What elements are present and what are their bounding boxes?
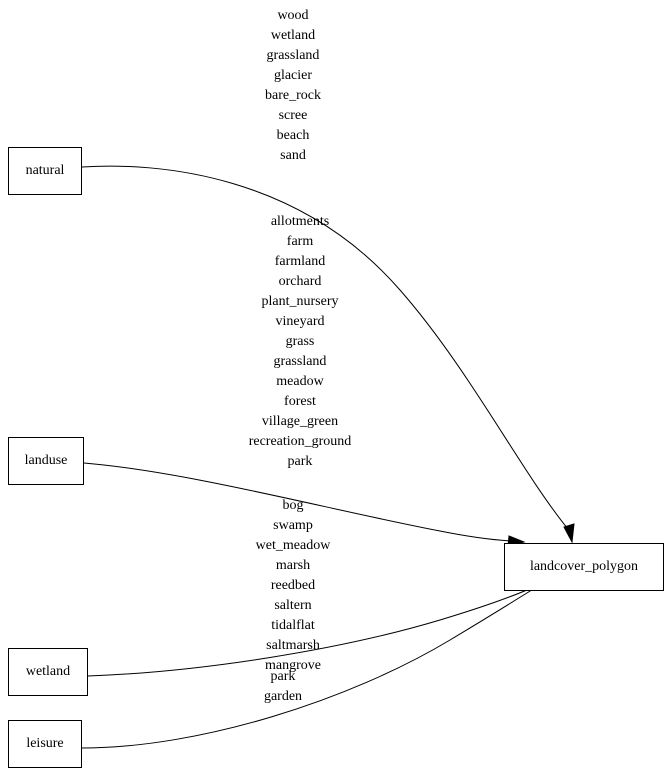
edge-label-line: grass (285, 334, 315, 349)
edge-label-line: wood (277, 8, 309, 23)
edge-label-line: scree (278, 108, 308, 123)
edge-label-line: swamp (273, 518, 313, 533)
edge-label-line: village_green (261, 414, 339, 429)
edge-label-line: farm (286, 234, 314, 249)
edge-label-line: grassland (273, 354, 327, 369)
edge-label-line: forest (284, 394, 316, 409)
node-natural[interactable] (8, 147, 82, 195)
node-wetland[interactable] (8, 648, 88, 696)
edge-label-line: park (287, 454, 313, 469)
node-wetland-label: wetland (25, 664, 71, 679)
edge-label-line: saltern (274, 598, 312, 613)
node-leisure[interactable] (8, 720, 82, 768)
edge-label-line: marsh (275, 558, 311, 573)
edge-label-wetland (256, 496, 331, 676)
edge-label-line: recreation_ground (248, 434, 352, 449)
edge-label-line: wetland (270, 28, 316, 43)
edge-label-line: garden (263, 689, 303, 704)
edge-label-line: beach (276, 128, 310, 143)
edge-label-line: glacier (273, 68, 313, 83)
node-leisure-label: leisure (26, 736, 64, 751)
node-landuse[interactable] (8, 437, 84, 485)
node-landcover-polygon-label: landcover_polygon (529, 559, 639, 574)
edge-label-line: vineyard (275, 314, 325, 329)
edge-label-line: meadow (276, 374, 324, 389)
edge-label-line: plant_nursery (261, 294, 339, 309)
edge-label-leisure (264, 667, 302, 707)
edge-label-line: farmland (274, 254, 326, 269)
node-natural-label: natural (25, 163, 65, 178)
edge-label-line: sand (280, 148, 306, 163)
edge-label-line: allotments (270, 214, 330, 229)
edge-label-line: grassland (266, 48, 320, 63)
edge-label-line: park (270, 669, 296, 684)
edge-label-line: wet_meadow (255, 538, 331, 553)
edge-label-landuse (249, 212, 352, 472)
edge-label-line: tidalflat (271, 618, 315, 633)
edge-label-line: saltmarsh (266, 638, 320, 653)
node-landcover-polygon[interactable] (504, 543, 664, 591)
edge-label-natural (265, 6, 321, 166)
edge-label-line: mangrove (265, 658, 321, 673)
edge-label-line: bog (282, 498, 304, 513)
node-landuse-label: landuse (24, 453, 68, 468)
edge-label-line: orchard (278, 274, 322, 289)
edge-label-line: bare_rock (265, 88, 321, 103)
edge-label-line: reedbed (270, 578, 316, 593)
